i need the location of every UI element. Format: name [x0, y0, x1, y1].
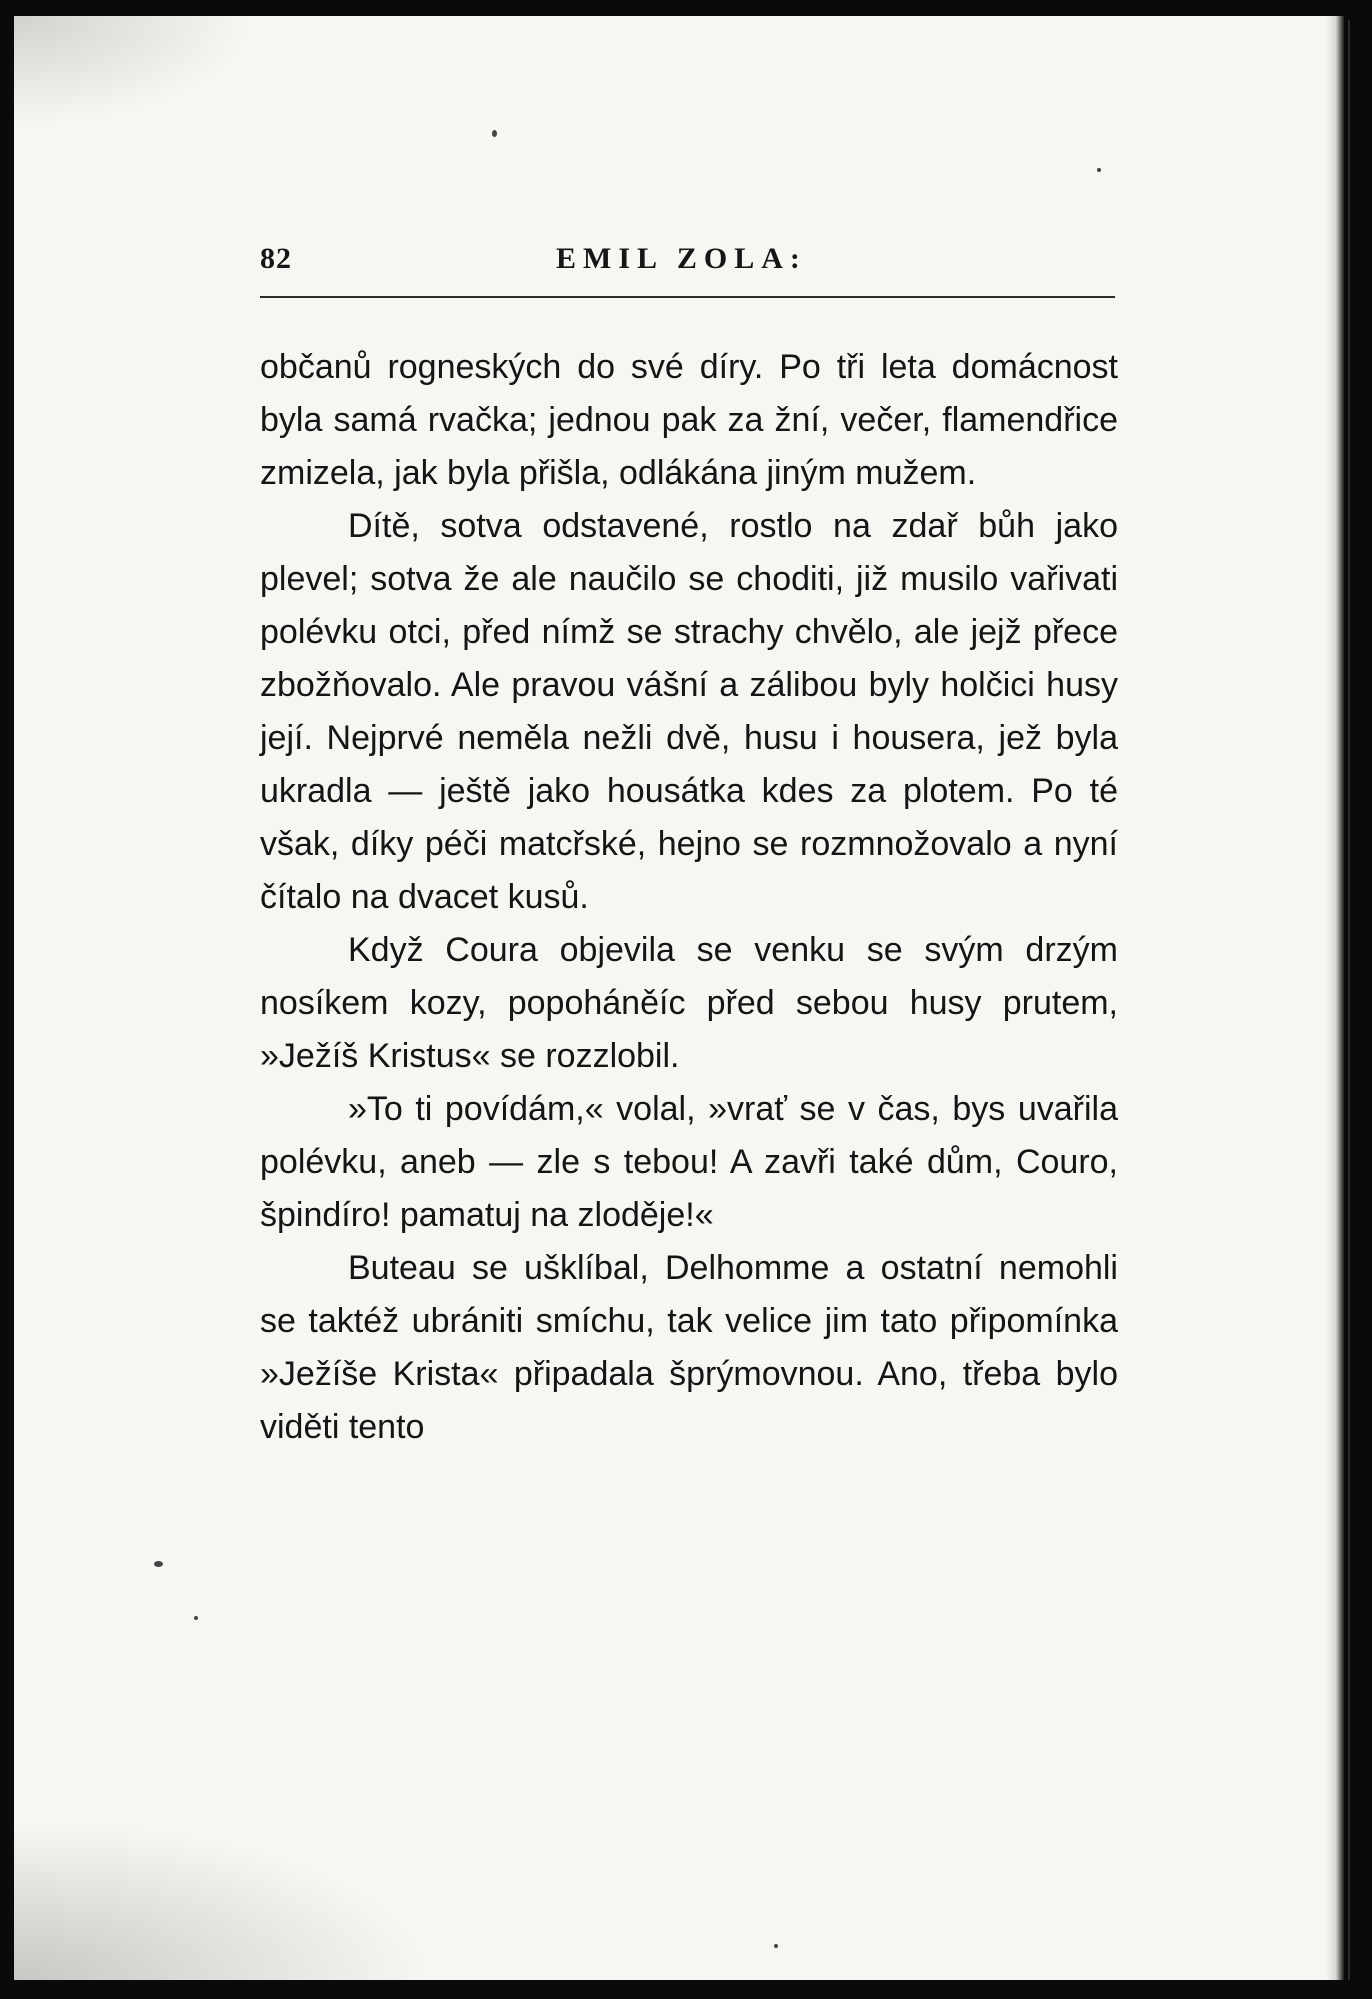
paragraph-2: Dítě, sotva odstavené, rostlo na zdař bůh jako plevel; sotva že ale naučilo se choditi, již musilo vařivati polévku otci, před nímž se strachy chvělo, ale jejž přece zbožňovalo. Ale pravou vášní a zálibou byly holčici husy její. Nejprvé neměla nežli dvě, husu i housera, jež byla ukradla — ještě jako housátka kdes za plotem. Po té však, díky péči matcřské, hejno se rozmnožovalo a nyní čítalo na dvacet kusů.: [260, 507, 1118, 916]
body-text: [260, 341, 1118, 1454]
book-page: [14, 16, 1344, 1980]
binding-line: [1348, 20, 1350, 1980]
running-head: EMIL ZOLA:: [556, 242, 807, 275]
ink-speck: [1097, 168, 1101, 172]
paragraph-5: Buteau se ušklíbal, Delhomme a ostatní nemohli se taktéž ubrániti smíchu, tak velice jim tato připomínka »Ježíše Krista« připadala šprýmovnou. Ano, třeba bylo viděti tento: [260, 1249, 1118, 1446]
page-grain-top: [14, 16, 254, 126]
ink-speck: [154, 1561, 163, 1567]
ink-speck: [774, 1944, 778, 1948]
paragraph-3: Když Coura objevila se venku se svým drzým nosíkem kozy, popoháněíc před sebou husy prutem, »Ježíš Kristus« se rozzlobil.: [260, 931, 1118, 1075]
page-grain-bottom: [14, 1820, 434, 1980]
paragraph-1: občanů rogneských do své díry. Po tři leta domácnost byla samá rvačka; jednou pak za žní, večer, flamendřice zmizela, jak byla přišla, odlákána jiným mužem.: [260, 348, 1118, 492]
ink-speck: [194, 1616, 198, 1620]
page-header: [260, 242, 1115, 298]
page-number: 82: [260, 242, 292, 275]
binding-edge: [1326, 16, 1344, 1980]
ink-speck: [492, 130, 497, 137]
paragraph-4: »To ti povídám,« volal, »vrať se v čas, bys uvařila polévku, aneb — zle s tebou! A zavři také dům, Couro, špindíro! pamatuj na zloděje!«: [260, 1090, 1118, 1234]
